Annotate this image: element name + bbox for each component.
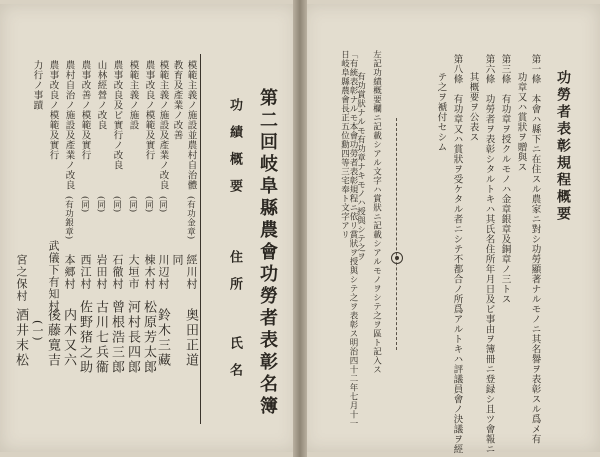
village-6: 石徹村 xyxy=(111,254,124,290)
header-address: 住所 xyxy=(227,250,242,304)
name-8: 佐野猪之助 xyxy=(77,300,92,375)
name-4: 松原芳太郎 xyxy=(141,300,156,375)
article-3: 第三條 有功章ヲ授クルモノハ金章銀章及銅章ノ三トス xyxy=(499,54,511,304)
achievement-11: 力行ノ事蹟 xyxy=(31,60,43,110)
article-1: 第一條 本會ハ縣下ニ在住スル農家ニ對シ功勞顯著ナルモノニ其名譽ヲ表彰スル爲メ有 xyxy=(529,54,541,444)
achievement-5: 模範主義ノ施設 xyxy=(127,60,139,130)
tag-4: (同) xyxy=(143,196,154,213)
name-7: 古川七兵衞 xyxy=(93,300,108,375)
article-6: 第六條 功勞者ヲ表彰シタルトキハ其氏名住所年月日及ビ事由ヲ簿冊ニ登録シ且ツ會報ニ xyxy=(483,54,495,454)
village-7: 岩田村 xyxy=(95,254,108,290)
name-11: 酒井末松 xyxy=(13,308,28,368)
village-8: 西江村 xyxy=(79,254,92,290)
note-2: 有功賞狀ナルモ有功章ナキモノハ授與シテ之ヲ xyxy=(355,72,366,261)
achievement-4: 農事改良ノ模範及實行 xyxy=(143,60,155,160)
tag-5: (同) xyxy=(127,196,138,213)
achievement-8: 農事改善ノ模範及實行 xyxy=(79,60,91,160)
achievement-3: 模範主義ノ施設及產業ノ改良 xyxy=(157,60,169,190)
name-1: 奥田正道 xyxy=(183,308,198,368)
name-6: 曾根浩三郎 xyxy=(109,300,124,375)
village-4: 棟木村 xyxy=(143,254,156,290)
tag-6: (同) xyxy=(111,196,122,213)
village-3: 川辺村 xyxy=(157,254,170,290)
rules-title: 功勞者表彰規程概要 xyxy=(555,70,571,223)
village-1: 經川村 xyxy=(185,254,198,290)
village-9: 本郷村 xyxy=(63,254,76,290)
achievement-9: 農村自治ノ施設及產業ノ改良 xyxy=(63,60,75,190)
name-10: 後藤寛吉 xyxy=(45,308,60,368)
table-rule xyxy=(200,54,201,424)
note-1: 左記功績概要欄ニ記載シアル文字ハ賞狀ニ記載シアルモノヲシテ之ヲ區ト記入ス xyxy=(371,50,382,374)
separator-ornament xyxy=(391,252,403,264)
achievement-2: 教育及產業ノ改善 xyxy=(171,60,183,140)
article-1-cont: 功章又ハ賞狀ヲ贈與ス xyxy=(515,72,527,172)
article-6-cont: 其概要ヲ公表ス xyxy=(467,72,479,142)
tag-1: (有功金章) xyxy=(185,196,196,240)
achievement-1: 模範主義ノ施設並農村自治體 xyxy=(185,60,197,190)
name-3: 鈴木三藏 xyxy=(155,308,170,368)
note-3: 「有統表彰ナルモ本會功勞者表彰規程ニ依リ賞狀ヲ授與シテ之ヲ表彰ス明治四十二年七月十一日岐阜縣農會長正五位勳四等三宅奉ト文字アリ xyxy=(339,50,358,428)
achievement-6: 農事改良及ビ實行ノ改良 xyxy=(111,60,123,170)
achievement-7: 山林經營ノ改良 xyxy=(95,60,107,130)
separator-line xyxy=(396,118,398,350)
tag-9: (有功銀章) xyxy=(63,196,74,240)
village-2: 同 xyxy=(171,254,184,266)
page-number: (一) xyxy=(31,320,44,342)
village-5: 大垣市 xyxy=(127,254,140,290)
book-gutter xyxy=(293,0,307,457)
tag-8: (同) xyxy=(79,196,90,213)
village-10: 武儀下有知村 xyxy=(47,240,60,312)
tag-3: (同) xyxy=(157,196,168,213)
village-11: 宮之保村 xyxy=(15,254,28,302)
name-5: 河村長四郎 xyxy=(125,300,140,375)
name-9: 内木又六 xyxy=(61,308,76,368)
achievement-10: 農事改良ノ模範及實行 xyxy=(47,60,59,160)
header-name: 氏名 xyxy=(227,336,242,390)
header-achievement: 功績概要 xyxy=(227,98,242,206)
tag-7: (同) xyxy=(95,196,106,213)
article-8-cont: テ之ヲ褫付セシム xyxy=(435,72,447,152)
roster-title: 第二回岐阜縣農會功勞者表彰名簿 xyxy=(257,88,278,418)
article-8: 第八條 有功章又ハ賞狀ヲ受ケタル者ニシテ不都合ノ所爲アルトキハ評議員會ノ決議ヲ經 xyxy=(451,54,463,454)
